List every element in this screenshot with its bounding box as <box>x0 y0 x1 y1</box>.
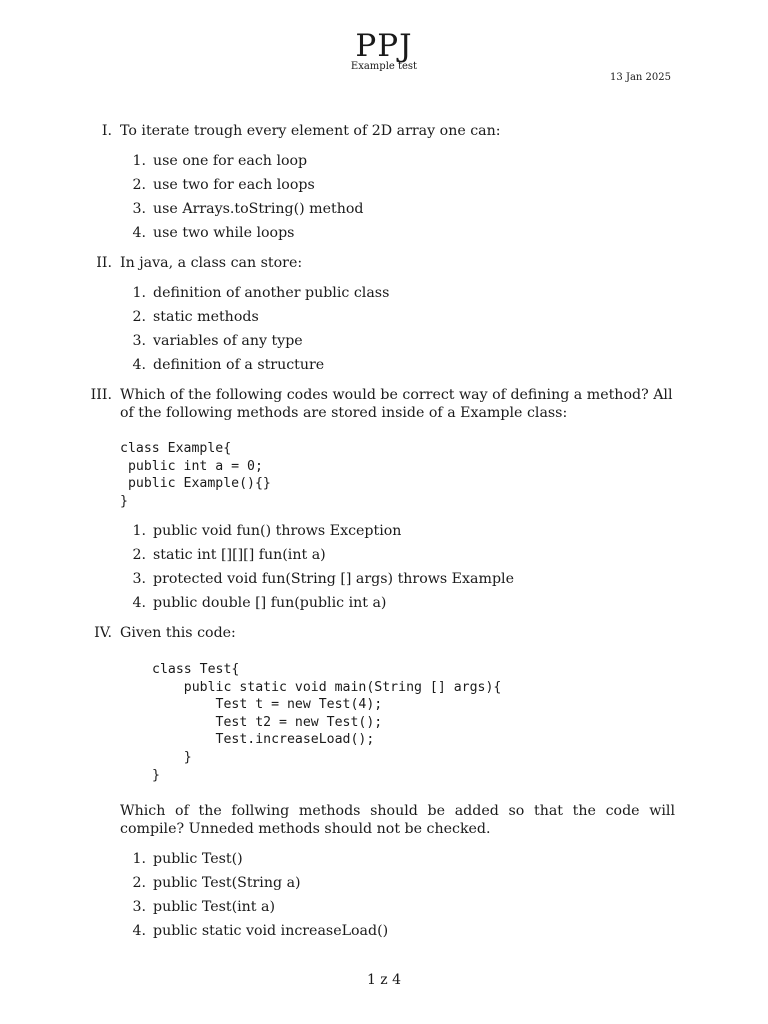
document-title: PPJ <box>355 28 413 64</box>
option-text: use two for each loops <box>153 177 315 193</box>
question-followup: Which of the follwing methods should be added so that the code will compile? Unneded methods should not be checked. <box>120 803 675 837</box>
question-text: Which of the following codes would be correct way of defining a method? All of the following methods are stored inside of a Example class: <box>120 387 673 421</box>
question-text: In java, a class can store: <box>120 255 303 271</box>
option-number: 4. <box>132 595 146 611</box>
option-text: public double [] fun(public int a) <box>153 595 387 611</box>
option-text: public Test(int a) <box>153 899 275 915</box>
question-number: I. <box>101 123 112 139</box>
option-text: static int [][][] fun(int a) <box>153 547 326 563</box>
option-text: use Arrays.toString() method <box>153 201 364 217</box>
page-number: 1 z 4 <box>366 972 402 988</box>
option-number: 3. <box>132 333 146 349</box>
option-text: variables of any type <box>153 333 303 349</box>
option-number: 3. <box>132 899 146 915</box>
option-text: public void fun() throws Exception <box>153 523 402 539</box>
option-text: definition of another public class <box>153 285 390 301</box>
option-number: 1. <box>132 851 146 867</box>
question-number: II. <box>96 255 112 271</box>
option-text: definition of a structure <box>153 357 325 373</box>
option-text: static methods <box>153 309 259 325</box>
code-block: class Example{ public int a = 0; public Example(){} } <box>120 441 271 509</box>
option-number: 2. <box>132 875 146 891</box>
option-number: 2. <box>132 309 146 325</box>
option-number: 1. <box>132 285 146 301</box>
option-number: 2. <box>132 177 146 193</box>
option-number: 1. <box>132 523 146 539</box>
question-number: III. <box>90 387 112 403</box>
code-block: class Test{ public static void main(String [] args){ Test t = new Test(4); Test t2 = new Test(); Test.increaseLoad(); } } <box>152 662 502 783</box>
option-number: 4. <box>132 225 146 241</box>
option-text: use one for each loop <box>153 153 308 169</box>
document-subtitle: Example test <box>350 61 418 72</box>
option-text: public static void increaseLoad() <box>153 923 389 939</box>
option-number: 4. <box>132 357 146 373</box>
question-text: Given this code: <box>120 625 236 641</box>
option-number: 1. <box>132 153 146 169</box>
option-text: protected void fun(String [] args) throws Example <box>153 571 514 587</box>
option-number: 2. <box>132 547 146 563</box>
option-text: use two while loops <box>153 225 295 241</box>
option-number: 3. <box>132 571 146 587</box>
question-number: IV. <box>94 625 112 641</box>
option-text: public Test(String a) <box>153 875 301 891</box>
option-number: 4. <box>132 923 146 939</box>
document-date: 13 Jan 2025 <box>610 72 671 83</box>
question-text: To iterate trough every element of 2D array one can: <box>120 123 501 139</box>
option-number: 3. <box>132 201 146 217</box>
option-text: public Test() <box>153 851 243 867</box>
